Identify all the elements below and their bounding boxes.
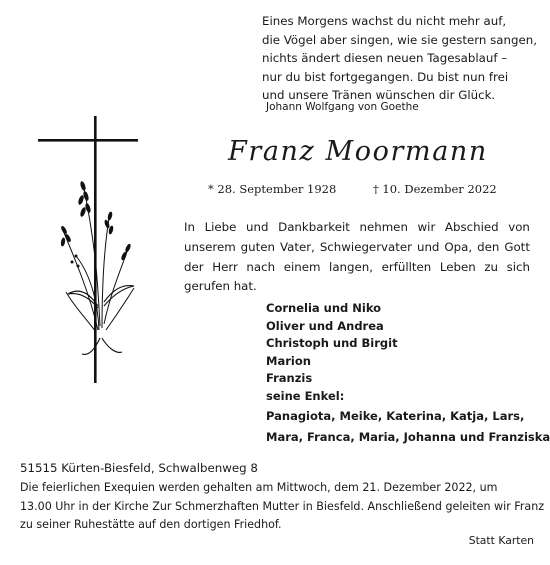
poem-line: und unsere Tränen wünschen dir Glück.	[262, 88, 496, 102]
intro-word: sich	[506, 259, 530, 274]
family-member: Oliver und Andrea	[266, 318, 384, 333]
intro-word: Abschied	[444, 220, 499, 234]
cross-with-wheat-illustration	[38, 116, 138, 386]
intro-line	[184, 218, 530, 238]
intro-word: und	[416, 239, 440, 254]
intro-word: langen,	[329, 259, 374, 274]
intro-word: der	[184, 259, 204, 274]
intro-word: wir	[417, 220, 436, 234]
intro-word: Herr	[212, 259, 238, 274]
intro-word: Liebe	[204, 220, 237, 234]
address: 51515 Kürten-Biesfeld, Schwalbenweg 8	[20, 461, 258, 475]
intro-word: unserem	[184, 239, 236, 254]
grandchildren-label: seine Enkel:	[266, 389, 345, 403]
intro-word: einem	[283, 259, 321, 274]
intro-word: guten	[240, 239, 275, 254]
intro-word: und	[246, 220, 269, 234]
intro-text	[184, 218, 530, 297]
service-line: 13.00 Uhr in der Kirche Zur Schmerzhaften Mutter in Biesfeld. Anschließend geleiten wir Franz	[20, 499, 545, 513]
intro-word: Schwiegervater	[319, 239, 412, 254]
intro-word: erfüllten	[381, 259, 432, 274]
intro-word: Opa,	[444, 239, 473, 254]
intro-line	[184, 258, 530, 278]
family-names	[266, 300, 398, 388]
poem-author: Johann Wolfgang von Goethe	[266, 101, 419, 113]
grandchildren-names: Panagiota, Meike, Katerina, Katja, Lars,	[266, 409, 525, 423]
service-info	[20, 479, 545, 535]
intro-word: nehmen	[359, 220, 408, 234]
cross-horizontal-beam	[38, 139, 138, 142]
intro-word: Dankbarkeit	[278, 220, 350, 234]
intro-word: In	[184, 220, 195, 234]
service-line: Die feierlichen Exequien werden gehalten am Mittwoch, dem 21. Dezember 2022, um	[20, 481, 498, 494]
grandchildren-names: Mara, Franca, Maria, Johanna und Franziska	[266, 430, 550, 444]
intro-word: Leben	[439, 259, 476, 274]
intro-word: nach	[246, 259, 276, 274]
intro-word: von	[508, 220, 530, 234]
death-date: † 10. Dezember 2022	[373, 182, 497, 196]
poem-line: nur du bist fortgegangen. Du bist nun frei	[262, 69, 509, 84]
intro-word: Gott	[504, 239, 530, 254]
intro-line: gerufen hat.	[184, 279, 257, 294]
intro-word: Vater,	[279, 239, 315, 254]
family-member: Marion	[266, 353, 311, 368]
statt-karten-note: Statt Karten	[468, 534, 534, 547]
intro-word: zu	[484, 259, 498, 274]
service-line: zu seiner Ruhestätte auf den dortigen Friedhof.	[20, 518, 282, 532]
poem-line: nichts ändert diesen neuen Tagesablauf –	[262, 51, 508, 65]
intro-line	[184, 238, 530, 258]
birth-date: * 28. September 1928	[208, 182, 337, 196]
family-member: Franzis	[266, 371, 313, 385]
family-member: Christoph und Birgit	[266, 336, 398, 350]
deceased-name: Franz Moormann	[228, 136, 488, 167]
poem-line: Eines Morgens wachst du nicht mehr auf,	[262, 14, 507, 28]
poem-line: die Vögel aber singen, wie sie gestern sangen,	[262, 32, 537, 47]
poem	[262, 12, 537, 105]
family-member: Cornelia und Niko	[266, 301, 382, 315]
intro-word: den	[477, 239, 500, 254]
